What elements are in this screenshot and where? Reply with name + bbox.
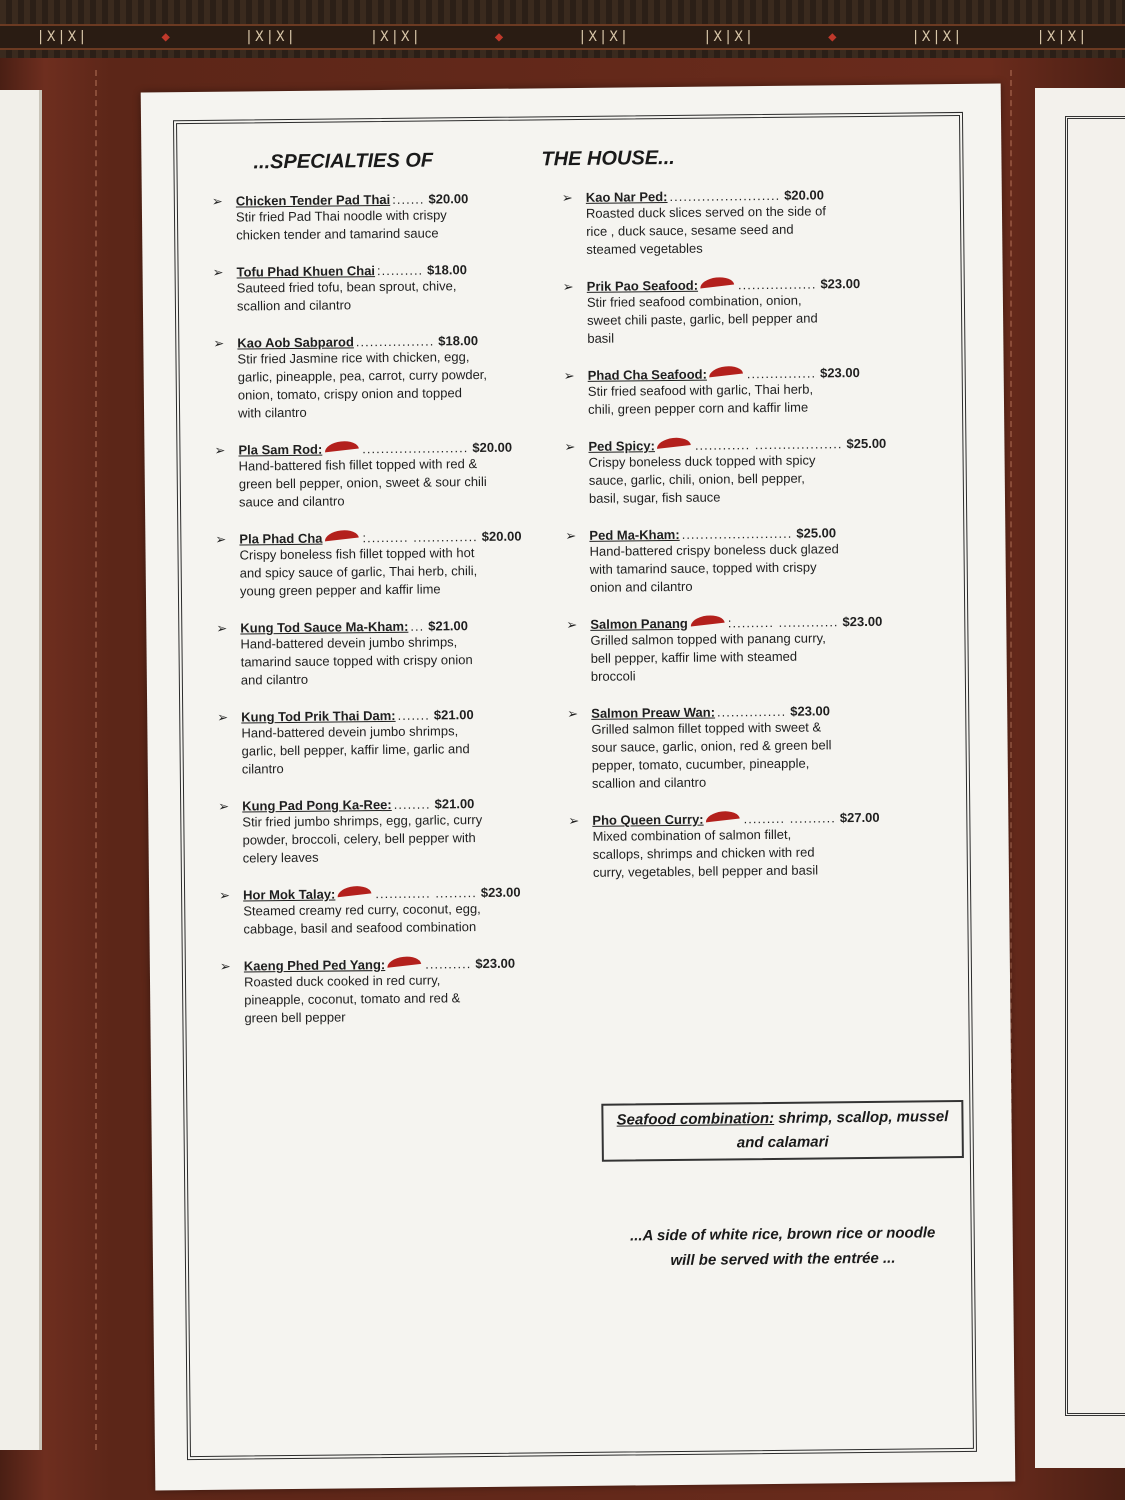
menu-item	[219, 884, 560, 939]
item-description: Crispy boneless fish fillet topped with hot and spicy sauce of garlic, Thai herb, chili, young green pepper and kaffir lime	[239, 545, 478, 599]
chili-pepper-icon	[700, 276, 735, 289]
item-price: $18.00	[438, 333, 479, 349]
bullet-arrow-icon: ➢	[211, 193, 223, 209]
item-leader-dots: ...	[410, 618, 425, 634]
heading-right: THE HOUSE...	[541, 146, 675, 171]
menu-item	[216, 617, 557, 690]
bullet-arrow-icon: ➢	[565, 528, 577, 544]
right-page-frame	[1065, 116, 1125, 1416]
menu-item	[213, 261, 554, 316]
item-price: $20.00	[784, 187, 824, 203]
item-description: Sauteed fried tofu, bean sprout, chive, scallion and cilantro	[236, 278, 457, 314]
fabric-motif: |X|X|	[36, 29, 89, 45]
fabric-motif: |X|X|	[1036, 29, 1089, 45]
item-title-line	[587, 276, 903, 294]
item-name: Tofu Phad Khuen Chai	[236, 263, 376, 280]
menu-item	[566, 614, 907, 687]
item-description: Grilled salmon fillet topped with sweet & sour sauce, garlic, onion, red & green bell pepper, tomato, cucumber, pineapple, scallion and cilantro	[591, 719, 832, 791]
item-title-line	[237, 332, 553, 350]
chili-pepper-icon	[324, 440, 359, 453]
item-leader-dots: :......	[392, 191, 425, 207]
menu-item	[564, 436, 905, 509]
menu-item	[220, 955, 561, 1028]
fabric-motif: |X|X|	[244, 29, 297, 45]
item-name: Pho Queen Curry:	[592, 811, 704, 828]
item-name: Hor Mok Talay:	[243, 886, 336, 903]
side-dish-note-line2: will be served with the entrée ...	[670, 1249, 896, 1270]
item-price: $20.00	[481, 528, 522, 544]
item-name: Chicken Tender Pad Thai	[235, 191, 391, 209]
item-leader-dots: .......................	[362, 440, 469, 457]
menu-item	[567, 703, 908, 794]
menu-item	[215, 528, 556, 601]
item-leader-dots: ............ ...................	[694, 436, 843, 453]
item-description: Mixed combination of salmon fillet, scallops, shrimps and chicken with red curry, vegetables, bell pepper and basil	[592, 826, 819, 880]
item-price: $20.00	[472, 439, 513, 456]
menu-item	[568, 810, 909, 883]
right-page-edge	[1035, 88, 1125, 1468]
item-title-line	[591, 703, 907, 721]
item-description: Hand-battered devein jumbo shrimps, tamarind sauce topped with crispy onion and cilantro	[240, 634, 473, 688]
menu-item	[218, 795, 559, 868]
chili-pepper-icon	[708, 365, 743, 378]
chili-pepper-icon	[324, 529, 359, 542]
item-leader-dots: ...............	[716, 703, 787, 720]
seafood-note-text: shrimp, scallop, mussel and calamari	[736, 1108, 949, 1152]
item-title-line	[243, 884, 559, 902]
item-price: $21.00	[434, 796, 475, 812]
item-name: Kao Nar Ped:	[585, 189, 668, 205]
item-description: Stir fried seafood combination, onion, sweet chili paste, garlic, bell pepper and basil	[586, 292, 818, 346]
menu-item	[213, 332, 554, 423]
item-price: $23.00	[790, 703, 831, 719]
item-price: $21.00	[428, 618, 469, 634]
item-price: $25.00	[846, 435, 887, 452]
seafood-note-box	[601, 1100, 964, 1162]
item-price: $21.00	[433, 707, 474, 723]
item-description: Steamed creamy red curry, coconut, egg, cabbage, basil and seafood combination	[243, 901, 481, 937]
item-description: Roasted duck slices served on the side of rice , duck sauce, sesame seed and steamed vegetables	[585, 203, 826, 257]
item-title-line	[588, 436, 904, 454]
fabric-motif: |X|X|	[369, 29, 422, 45]
item-leader-dots: .................	[737, 276, 817, 293]
item-title-line	[241, 706, 557, 724]
item-name: Kaeng Phed Ped Yang:	[243, 957, 386, 974]
item-leader-dots: :.........	[376, 262, 424, 279]
item-title-line	[588, 365, 904, 383]
item-title-line	[240, 617, 556, 635]
bullet-arrow-icon: ➢	[218, 798, 230, 814]
item-name: Kung Tod Sauce Ma-Kham:	[240, 618, 409, 636]
bullet-arrow-icon: ➢	[214, 442, 226, 458]
item-leader-dots: ........................	[681, 525, 793, 542]
item-name: Ped Spicy:	[588, 438, 655, 454]
item-leader-dots: ...............	[746, 365, 817, 382]
right-menu-column	[562, 187, 909, 883]
item-description: Hand-battered crispy boneless duck glazed with tamarind sauce, topped with crispy onion and cilantro	[589, 541, 839, 595]
item-name: Kung Pad Pong Ka-Ree:	[242, 796, 392, 814]
menu-item	[565, 525, 906, 598]
fabric-motif: |X|X|	[578, 29, 631, 45]
item-title-line	[589, 525, 905, 543]
item-description: Crispy boneless duck topped with spicy sauce, garlic, chili, onion, bell pepper, basil, sugar, fish sauce	[588, 452, 816, 506]
item-title-line	[238, 439, 554, 457]
item-leader-dots: ........................	[669, 187, 781, 205]
item-leader-dots: ......... ..........	[743, 810, 836, 827]
item-leader-dots: :......... .............	[727, 614, 839, 631]
item-title-line	[237, 261, 553, 279]
item-leader-dots: ............ .........	[375, 885, 477, 902]
item-description: Roasted duck cooked in red curry, pineapple, coconut, tomato and red & green bell pepper	[243, 972, 461, 1026]
item-name: Salmon Panang	[590, 615, 688, 632]
item-title-line	[590, 614, 906, 632]
bullet-arrow-icon: ➢	[217, 709, 229, 725]
item-name: Kung Tod Prik Thai Dam:	[241, 707, 396, 725]
item-description: Hand-battered devein jumbo shrimps, garlic, bell pepper, kaffir lime, garlic and cilantro	[241, 723, 470, 777]
fabric-diamond: ◆	[494, 29, 506, 45]
fabric-motif: |X|X|	[703, 29, 756, 45]
item-description: Stir fried Pad Thai noodle with crispy chicken tender and tamarind sauce	[235, 207, 447, 243]
item-name: Kao Aob Sabparod	[237, 334, 354, 351]
bullet-arrow-icon: ➢	[563, 368, 575, 384]
item-price: $18.00	[427, 262, 467, 278]
menu-item	[217, 706, 558, 779]
item-price: $25.00	[796, 525, 837, 541]
item-leader-dots: :......... ..............	[362, 529, 478, 546]
item-price: $23.00	[480, 884, 521, 901]
item-name: Pla Sam Rod:	[238, 441, 323, 458]
chili-pepper-icon	[337, 884, 372, 897]
item-name: Prik Pao Seafood:	[586, 277, 699, 294]
item-description: Stir fried jumbo shrimps, egg, garlic, curry powder, broccoli, celery, bell pepper with celery leaves	[242, 812, 483, 866]
item-name: Pla Phad Cha	[239, 530, 323, 547]
bullet-arrow-icon: ➢	[212, 264, 224, 280]
item-price: $23.00	[842, 613, 883, 630]
menu-page	[141, 84, 1016, 1491]
bullet-arrow-icon: ➢	[219, 958, 231, 974]
bullet-arrow-icon: ➢	[561, 190, 573, 206]
menu-item	[563, 276, 904, 349]
item-price: $27.00	[839, 809, 880, 826]
item-title-line	[242, 795, 558, 813]
fabric-diamond: ◆	[161, 29, 172, 45]
item-leader-dots: ..........	[425, 956, 472, 972]
item-title-line	[586, 187, 902, 205]
item-name: Phad Cha Seafood:	[587, 366, 707, 383]
bullet-arrow-icon: ➢	[216, 620, 228, 636]
fabric-motif: |X|X|	[911, 29, 964, 45]
chili-pepper-icon	[387, 955, 422, 968]
binder-stitching	[95, 70, 97, 1450]
side-dish-note-line1: ...A side of white rice, brown rice or noodle	[629, 1224, 936, 1245]
chili-pepper-icon	[705, 810, 740, 823]
menu-item	[562, 187, 903, 260]
left-menu-column	[212, 190, 561, 1028]
fabric-diamond: ◆	[828, 29, 839, 45]
chili-pepper-icon	[656, 436, 691, 449]
item-name: Ped Ma-Kham:	[589, 526, 680, 543]
item-title-line	[239, 528, 555, 546]
bullet-arrow-icon: ➢	[213, 335, 225, 351]
item-description: Grilled salmon topped with panang curry, bell pepper, kaffir lime with steamed broccoli	[590, 630, 826, 684]
menu-item	[212, 190, 553, 245]
side-dish-note	[593, 1220, 974, 1274]
bullet-arrow-icon: ➢	[564, 439, 576, 455]
bullet-arrow-icon: ➢	[568, 812, 580, 829]
bullet-arrow-icon: ➢	[219, 887, 231, 903]
item-leader-dots: ........	[393, 796, 431, 812]
item-leader-dots: .................	[355, 333, 435, 350]
menu-item	[214, 439, 555, 512]
item-price: $23.00	[819, 365, 860, 381]
item-price: $23.00	[475, 955, 516, 972]
fabric-pattern-band	[0, 24, 1125, 50]
item-price: $23.00	[820, 276, 861, 292]
left-page-edge	[0, 90, 42, 1450]
item-description: Stir fried seafood with garlic, Thai herb, chili, green pepper corn and kaffir lime	[587, 381, 814, 417]
item-title-line	[592, 810, 908, 828]
item-price: $20.00	[428, 191, 469, 207]
bullet-arrow-icon: ➢	[215, 531, 227, 547]
bullet-arrow-icon: ➢	[567, 705, 579, 722]
menu-item	[564, 365, 905, 420]
item-description: Stir fried Jasmine rice with chicken, egg, garlic, pineapple, pea, carrot, curry powder, onion, tomato, crispy onion and topped with cilantro	[237, 349, 488, 421]
seafood-note-label: Seafood combination:	[616, 1109, 775, 1129]
item-name: Salmon Preaw Wan:	[591, 704, 716, 721]
item-description: Hand-battered fish fillet topped with red & green bell pepper, onion, sweet & sour chili sauce and cilantro	[238, 456, 487, 510]
chili-pepper-icon	[689, 614, 724, 627]
bullet-arrow-icon: ➢	[566, 616, 578, 633]
heading-left: ...SPECIALTIES OF	[253, 149, 434, 174]
item-title-line	[244, 955, 560, 973]
item-title-line	[236, 190, 552, 208]
item-leader-dots: .......	[397, 707, 430, 723]
bullet-arrow-icon: ➢	[562, 279, 574, 295]
